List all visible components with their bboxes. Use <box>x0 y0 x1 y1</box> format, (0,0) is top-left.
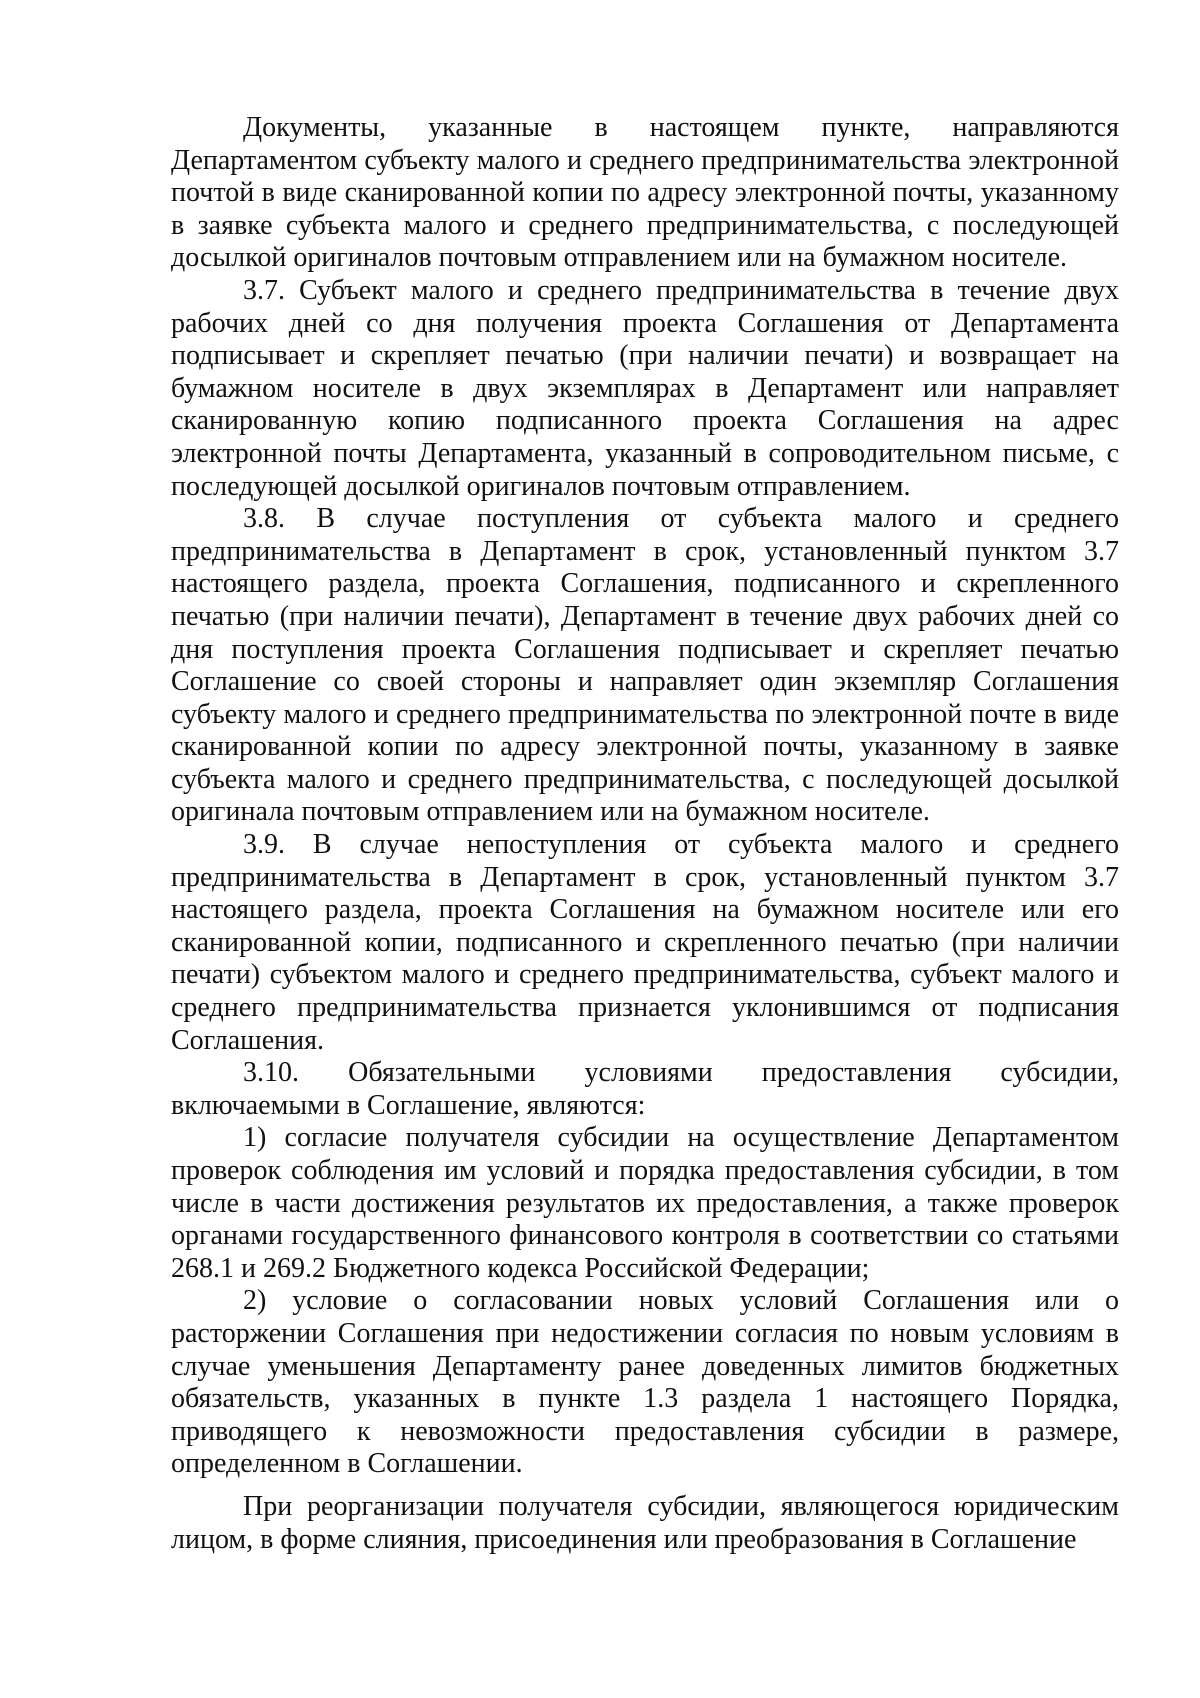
paragraph-documents-sending: Документы, указанные в настоящем пункте, направляются Департаментом субъекту малого и среднего предпринимательства электронной почтой в виде сканированной копии по адресу электронной почты, указанному в заявке субъекта малого и среднего предпринимательства, с последующей досылкой оригиналов почтовым отправлением или на бумажном носителе. <box>171 112 1119 274</box>
list-item-2: 2) условие о согласовании новых условий Соглашения или о расторжении Соглашения при недостижении согласия по новым условиям в случае уменьшения Департаменту ранее доведенных лимитов бюджетных обязательств, указанных в пункте 1.3 раздела 1 настоящего Порядка, приводящего к невозможности предоставления субсидии в размере, определенном в Соглашении. <box>171 1285 1119 1480</box>
paragraph-3-10: 3.10. Обязательными условиями предоставления субсидии, включаемыми в Соглашение, являются: <box>171 1057 1119 1121</box>
paragraph-reorganization: При реорганизации получателя субсидии, являющегося юридическим лицом, в форме слияния, присоединения или преобразования в Соглашение <box>171 1490 1119 1555</box>
paragraph-3-8: 3.8. В случае поступления от субъекта малого и среднего предпринимательства в Департамент в срок, установленный пунктом 3.7 настоящего раздела, проекта Соглашения, подписанного и скрепленного печатью (при наличии печати), Департамент в течение двух рабочих дней со дня поступления проекта Соглашения подписывает и скрепляет печатью Соглашение со своей стороны и направляет один экземпляр Соглашения субъекту малого и среднего предпринимательства по электронной почте в виде сканированной копии по адресу электронной почты, указанному в заявке субъекта малого и среднего предпринимательства, с последующей досылкой оригинала почтовым отправлением или на бумажном носителе. <box>171 503 1119 828</box>
list-item-1: 1) согласие получателя субсидии на осуществление Департаментом проверок соблюдения им условий и порядка предоставления субсидии, в том числе в части достижения результатов их предоставления, а также проверок органами государственного финансового контроля в соответствии со статьями 268.1 и 269.2 Бюджетного кодекса Российской Федерации; <box>171 1122 1119 1284</box>
paragraph-3-7: 3.7. Субъект малого и среднего предпринимательства в течение двух рабочих дней со дня получения проекта Соглашения от Департамента подписывает и скрепляет печатью (при наличии печати) и возвращает на бумажном носителе в двух экземплярах в Департамент или направляет сканированную копию подписанного проекта Соглашения на адрес электронной почты Департамента, указанный в сопроводительном письме, с последующей досылкой оригиналов почтовым отправлением. <box>171 274 1119 502</box>
document-page <box>171 112 1119 1556</box>
paragraph-3-9: 3.9. В случае непоступления от субъекта малого и среднего предпринимательства в Департамент в срок, установленный пунктом 3.7 настоящего раздела, проекта Соглашения на бумажном носителе или его сканированной копии, подписанного и скрепленного печатью (при наличии печати) субъектом малого и среднего предпринимательства, субъект малого и среднего предпринимательства признается уклонившимся от подписания Соглашения. <box>171 829 1119 1056</box>
